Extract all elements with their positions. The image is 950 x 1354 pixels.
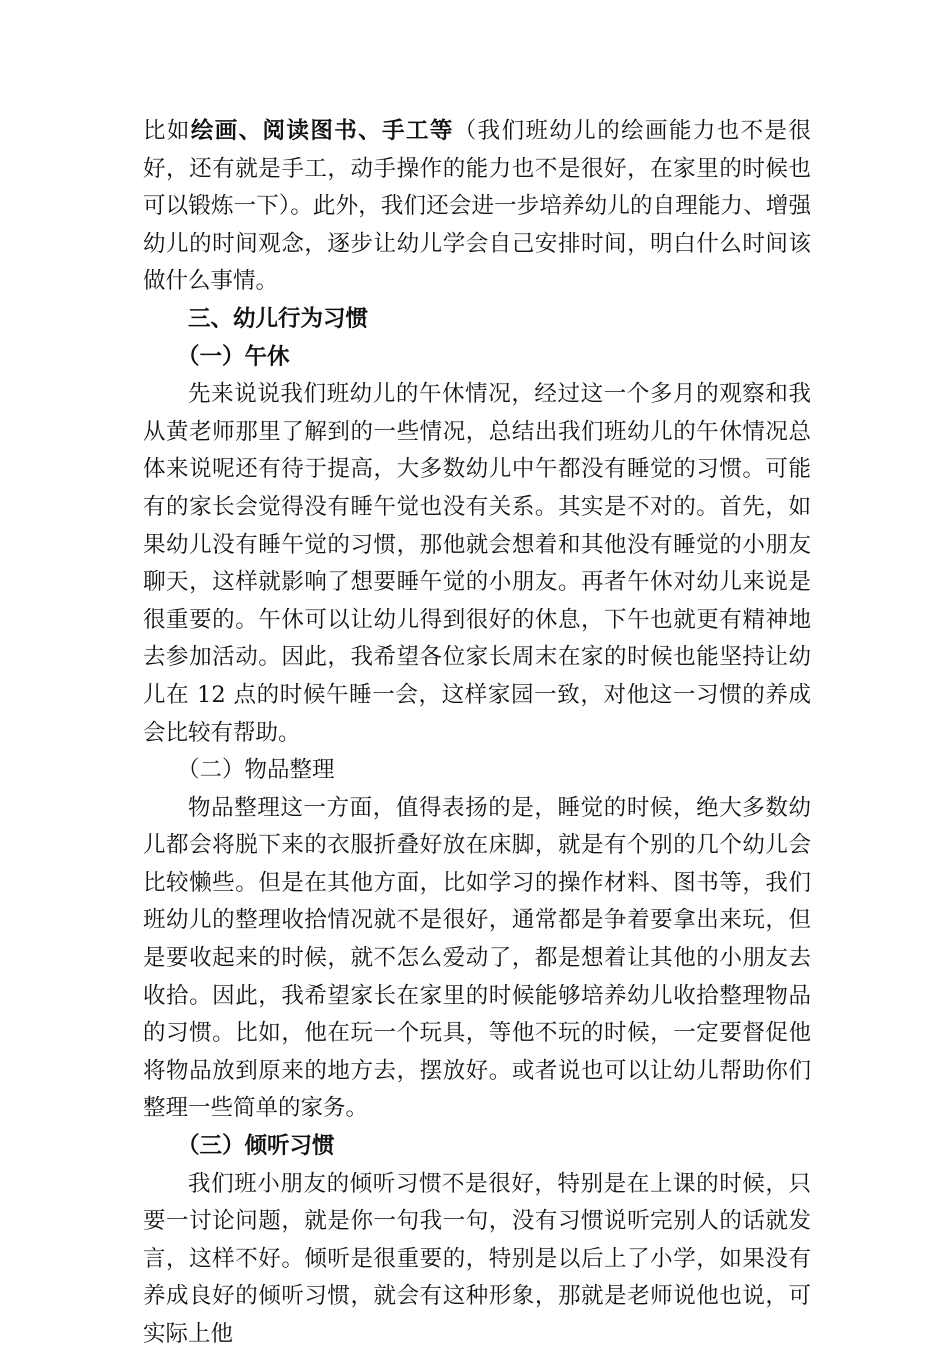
paragraph-intro-lead: 比如: [143, 118, 191, 144]
paragraph-tidying: 物品整理这一方面，值得表扬的是，睡觉的时候，绝大多数幼儿都会将脱下来的衣服折叠好放在床脚，就是有个别的几个幼儿会比较懒些。但是在其他方面，比如学习的操作材料、图书等，我们班幼儿的整理收拾情况就不是很好，通常都是争着要拿出来玩，但是要收起来的时候，就不怎么爱动了，都是想着让其他的小朋友去收拾。因此，我希望家长在家里的时候能够培养幼儿收拾整理物品的习惯。比如，他在玩一个玩具，等他不玩的时候，一定要督促他将物品放到原来的地方去，摆放好。或者说也可以让幼儿帮助你们整理一些简单的家务。: [143, 794, 811, 1122]
paragraph-intro: [143, 113, 811, 301]
paragraph-intro-bold: 绘画、阅读图书、手工等: [190, 118, 454, 144]
subheading-nap: （一）午休: [177, 343, 290, 370]
paragraph-intro-rest: （我们班幼儿的绘画能力也不是很好，还有就是手工，动手操作的能力也不是很好，在家里的时候也可以锻炼一下）。此外，我们还会进一步培养幼儿的自理能力、增强幼儿的时间观念，逐步让幼儿学会自己安排时间，明白什么时间该做什么事情。: [143, 118, 811, 295]
subheading-listening: （三）倾听习惯: [177, 1133, 335, 1160]
paragraph-nap: 先来说说我们班幼儿的午休情况，经过这一个多月的观察和我从黄老师那里了解到的一些情况，总结出我们班幼儿的午休情况总体来说呢还有待于提高，大多数幼儿中午都没有睡觉的习惯。可能有的家长会觉得没有睡午觉也没有关系。其实是不对的。首先，如果幼儿没有睡午觉的习惯，那他就会想着和其他没有睡觉的小朋友聊天，这样就影响了想要睡午觉的小朋友。再者午休对幼儿来说是很重要的。午休可以让幼儿得到很好的休息，下午也就更有精神地去参加活动。因此，我希望各位家长周末在家的时候也能坚持让幼儿在 12 点的时候午睡一会，这样家园一致，对他这一习惯的养成会比较有帮助。: [143, 381, 811, 746]
document-page: [143, 113, 811, 1354]
subheading-tidying: （二）物品整理: [177, 757, 335, 784]
section-heading-behavior-habits: 三、幼儿行为习惯: [188, 305, 369, 332]
paragraph-listening: 我们班小朋友的倾听习惯不是很好，特别是在上课的时候，只要一讨论问题，就是你一句我一句，没有习惯说听完别人的话就发言，这样不好。倾听是很重要的，特别是以后上了小学，如果没有养成良好的倾听习惯，就会有这种形象，那就是老师说他也说，可实际上他: [143, 1170, 811, 1347]
